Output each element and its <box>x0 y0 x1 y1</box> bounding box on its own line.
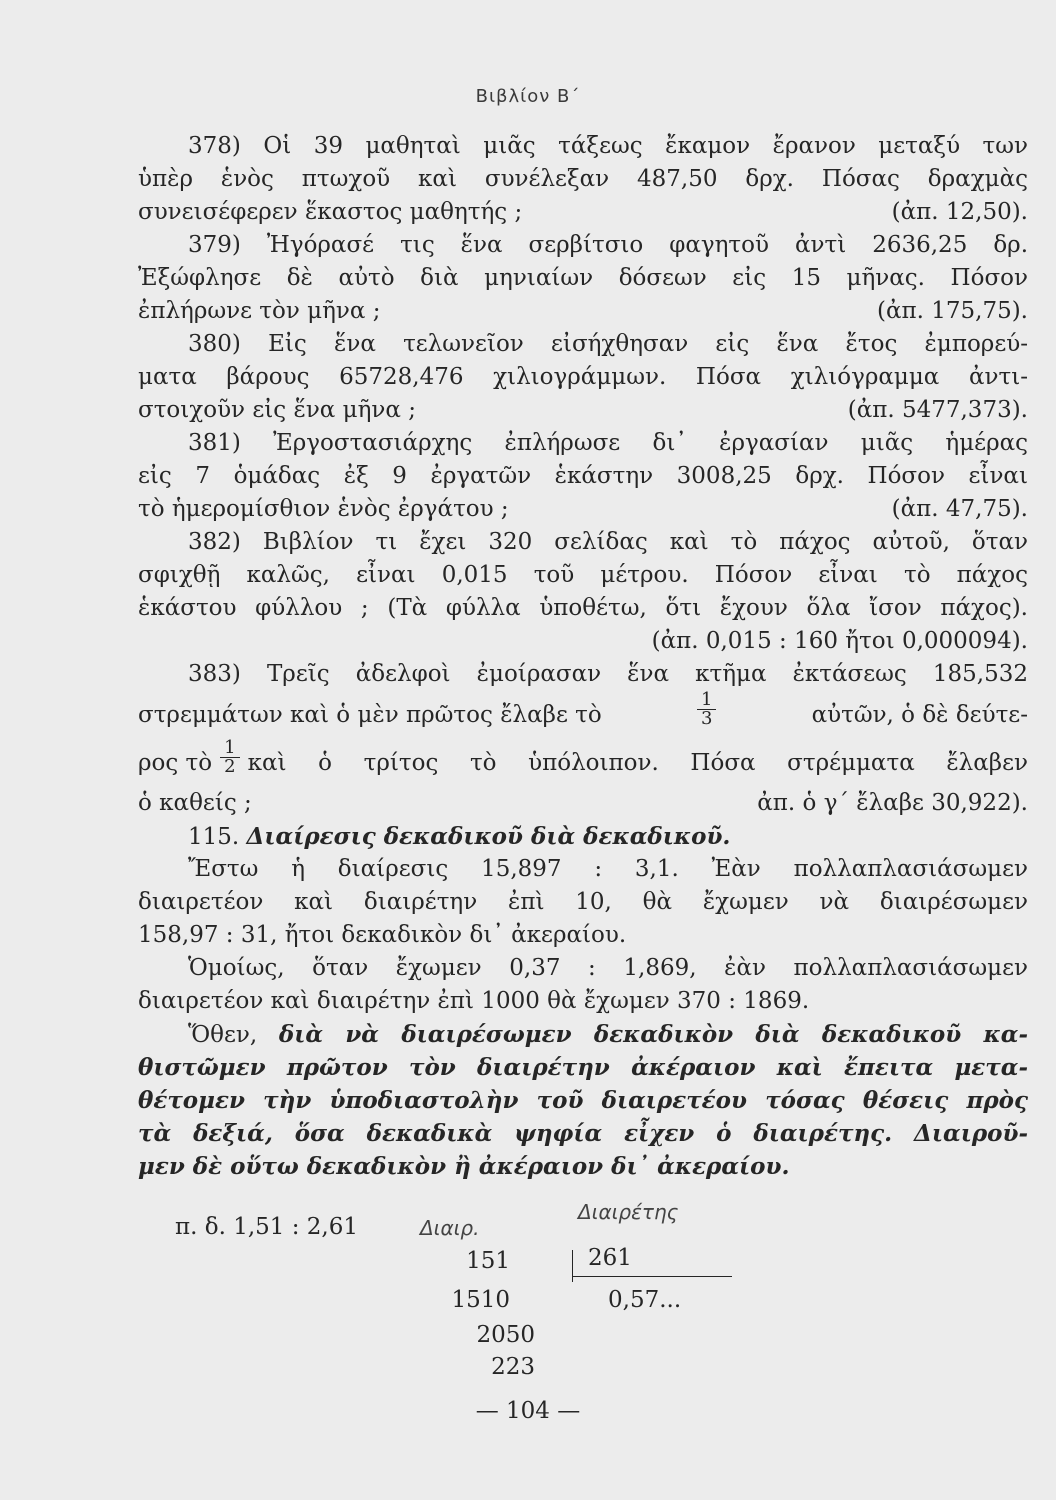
rule-text: διὰ νὰ διαιρέσωμεν δεκαδικὸν διὰ δεκαδικοῦ κα- <box>278 1021 1028 1048</box>
division-horizontal-bar <box>572 1276 732 1277</box>
problem-378-line-2: ὑπὲρ ἑνὸς πτωχοῦ καὶ συνέλεξαν 487,50 δρχ. Πόσας δραχμὰς <box>138 166 1028 192</box>
rule-line-3: θέτομεν τὴν ὑποδιαστολὴν τοῦ διαιρετέου τόσας θέσεις πρὸς <box>138 1087 1028 1114</box>
division-vertical-bar <box>572 1250 573 1282</box>
problem-383-line-4 <box>138 787 1028 820</box>
section-115-line-1: Ἔστω ἡ διαίρεσις 15,897 : 3,1. Ἐὰν πολλαπλασιάσωμεν <box>188 856 1028 882</box>
division-remainder: 223 <box>491 1354 535 1380</box>
handwritten-dividend-note: Διαιρ. <box>420 1216 480 1240</box>
section-115-line-3: 158,97 : 31, ἤτοι δεκαδικὸν δι᾽ ἀκεραίου. <box>138 922 627 948</box>
problem-381-answer: (ἀπ. 47,75). <box>891 496 1028 522</box>
problem-380-answer: (ἀπ. 5477,373). <box>847 397 1028 423</box>
problem-380-line-3 <box>138 394 1028 427</box>
rule-line-2: θιστῶμεν πρῶτον τὸν διαιρέτην ἀκέραιον καὶ ἔπειτα μετα- <box>138 1054 1028 1081</box>
problem-383-line-2 <box>138 691 1028 739</box>
dividend: 151 <box>466 1248 510 1274</box>
section-115-line-2: διαιρετέον καὶ διαιρέτην ἐπὶ 10, θὰ ἔχωμεν νὰ διαιρέσωμεν <box>138 889 1028 915</box>
rule-line-4: τὰ δεξιά, ὅσα δεκαδικὰ ψηφία εἶχεν ὁ διαιρέτης. Διαιροῦ- <box>138 1120 1028 1147</box>
rule-line-1 <box>138 1018 1028 1051</box>
section-title: Διαίρεσις δεκαδικοῦ διὰ δεκαδικοῦ. <box>246 823 731 850</box>
problem-381-question: τὸ ἡμερομίσθιον ἑνὸς ἐργάτου ; <box>138 496 509 522</box>
problem-383-answer: ἀπ. ὁ γ΄ ἔλαβε 30,922). <box>757 790 1028 816</box>
divisor: 261 <box>588 1245 632 1271</box>
example-label: π. δ. 1,51 : 2,61 <box>175 1214 359 1240</box>
page-number: — 104 — <box>475 1398 581 1424</box>
problem-381-line-1: 381) Ἐργοστασιάρχης ἐπλήρωσε δι᾽ ἐργασίαν μιᾶς ἡμέρας <box>188 430 1028 456</box>
problem-380-line-1: 380) Εἰς ἕνα τελωνεῖον εἰσήχθησαν εἰς ἕνα ἔτος ἐμπορεύ- <box>188 331 1028 357</box>
fraction-denominator: 2 <box>224 756 236 777</box>
quotient: 0,57... <box>608 1287 682 1313</box>
fraction-one-half <box>220 739 239 787</box>
problem-378-line-3 <box>138 196 1028 229</box>
problem-378-answer: (ἀπ. 12,50). <box>891 199 1028 225</box>
problem-379-line-2: Ἐξώφλησε δὲ αὐτὸ διὰ μηνιαίων δόσεων εἰς 15 μῆνας. Πόσον <box>138 265 1028 291</box>
division-step-2050: 2050 <box>476 1322 535 1348</box>
problem-382-answer: (ἀπ. 0,015 : 160 ἤτοι 0,000094). <box>651 628 1028 654</box>
body-text <box>138 130 1028 1183</box>
problem-380-line-2: ματα βάρους 65728,476 χιλιογράμμων. Πόσα χιλιόγραμμα ἀντι- <box>138 364 1028 390</box>
running-header: Βιβλίον Β΄ <box>475 86 581 107</box>
problem-378-line-1: 378) Οἱ 39 μαθηταὶ μιᾶς τάξεως ἔκαμον ἔρανον μεταξύ των <box>188 133 1028 159</box>
problem-379-line-3 <box>138 295 1028 328</box>
problem-379-question: ἐπλήρωνε τὸν μῆνα ; <box>138 298 381 324</box>
problem-381-line-3 <box>138 493 1028 526</box>
fraction-numerator: 1 <box>697 691 716 710</box>
problem-382-line-2: σφιχθῇ καλῶς, εἶναι 0,015 τοῦ μέτρου. Πόσον εἶναι τὸ πάχος <box>138 562 1028 588</box>
problem-382-line-3: ἑκάστου φύλλου ; (Τὰ φύλλα ὑποθέτω, ὅτι ἔχουν ὅλα ἴσον πάχος). <box>138 595 1028 621</box>
fraction-numerator: 1 <box>220 739 239 758</box>
problem-382-line-1: 382) Βιβλίον τι ἔχει 320 σελίδας καὶ τὸ πάχος αὐτοῦ, ὅταν <box>188 529 1028 555</box>
problem-379-line-1: 379) Ἠγόρασέ τις ἕνα σερβίτσιο φαγητοῦ ἀντὶ 2636,25 δρ. <box>188 232 1028 258</box>
problem-383-line-2-start: στρεμμάτων καὶ ὁ μὲν πρῶτος ἔλαβε τὸ <box>138 702 602 728</box>
rule-intro: Ὅθεν, <box>188 1022 258 1048</box>
problem-380-question: στοιχοῦν εἰς ἕνα μῆνα ; <box>138 397 416 423</box>
fraction-denominator: 3 <box>700 708 713 729</box>
problem-383-question: ὁ καθείς ; <box>138 790 252 816</box>
section-115-line-5: διαιρετέον καὶ διαιρέτην ἐπὶ 1000 θὰ ἔχωμεν 370 : 1869. <box>138 988 810 1014</box>
problem-383-line-3-start: ρος τὸ <box>138 750 213 776</box>
section-115-line-4: Ὁμοίως, ὅταν ἔχωμεν 0,37 : 1,869, ἐὰν πολλαπλασιάσωμεν <box>188 955 1028 981</box>
problem-378-question: συνεισέφερεν ἕκαστος μαθητής ; <box>138 199 523 225</box>
problem-383-line-3 <box>138 739 1028 787</box>
division-step-1510: 1510 <box>451 1287 510 1313</box>
section-115-heading <box>138 820 1028 853</box>
problem-381-line-2: εἰς 7 ὁμάδας ἐξ 9 ἐργατῶν ἑκάστην 3008,25 δρχ. Πόσον εἶναι <box>138 463 1028 489</box>
fraction-one-third <box>697 691 716 739</box>
problem-379-answer: (ἀπ. 175,75). <box>876 298 1028 324</box>
handwritten-divisor-note: Διαιρέτης <box>578 1200 679 1224</box>
section-number: 115. <box>188 824 240 850</box>
problem-383-line-3-end: καὶ ὁ τρίτος τὸ ὑπόλοιπον. Πόσα στρέμματα ἔλαβεν <box>247 750 1028 776</box>
problem-383-line-2-end: αὐτῶν, ὁ δὲ δεύτε- <box>811 702 1028 728</box>
problem-383-line-1: 383) Τρεῖς ἀδελφοὶ ἐμοίρασαν ἕνα κτῆμα ἐκτάσεως 185,532 <box>188 661 1028 687</box>
rule-line-5: μεν δὲ οὕτω δεκαδικὸν ἢ ἀκέραιον δι᾽ ἀκεραίου. <box>138 1153 790 1180</box>
